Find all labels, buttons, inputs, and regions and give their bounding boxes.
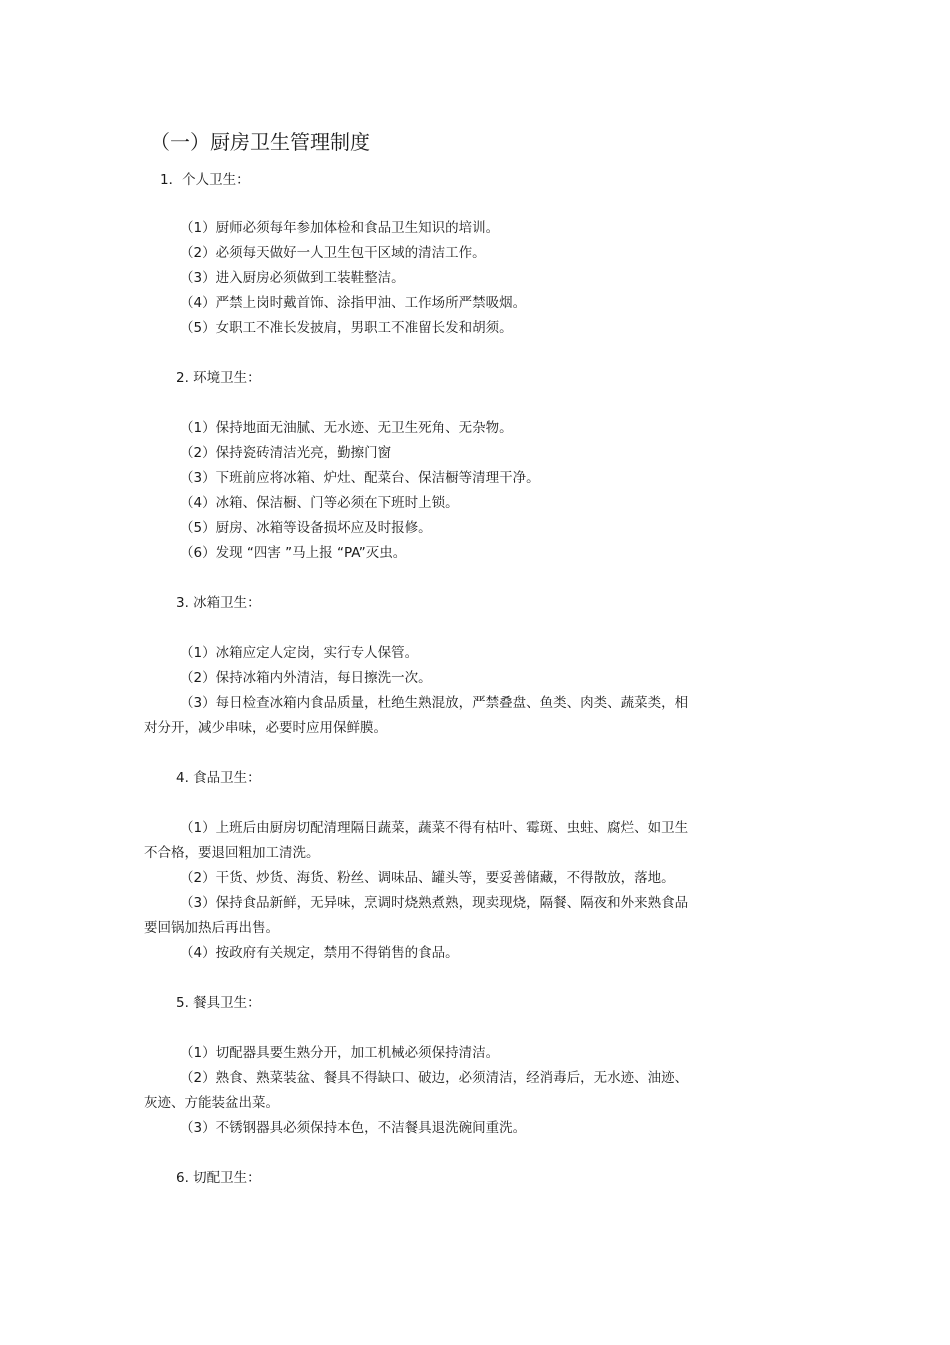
- list-item: （2）必须每天做好一人卫生包干区域的清洁工作。: [180, 245, 486, 261]
- section-heading: 2. 环境卫生：: [176, 370, 261, 386]
- list-item: （4）按政府有关规定，禁用不得销售的食品。: [180, 945, 459, 961]
- list-item: （5）女职工不准长发披肩，男职工不准留长发和胡须。: [180, 320, 513, 336]
- section-heading: 5. 餐具卫生：: [176, 995, 261, 1011]
- list-item: （4）严禁上岗时戴首饰、涂指甲油、工作场所严禁吸烟。: [180, 295, 527, 311]
- list-item: （5）厨房、冰箱等设备损坏应及时报修。: [180, 520, 432, 536]
- document-title: （一）厨房卫生管理制度: [150, 130, 370, 154]
- list-item-continuation: 要回锅加热后再出售。: [144, 920, 279, 936]
- list-item: （2）保持冰箱内外清洁，每日擦洗一次。: [180, 670, 432, 686]
- list-item: （1）切配器具要生熟分开，加工机械必须保持清洁。: [180, 1045, 500, 1061]
- list-item: （1）保持地面无油腻、无水迹、无卫生死角、无杂物。: [180, 420, 513, 436]
- list-item: （2）熟食、熟菜装盆、餐具不得缺口、破边，必须清洁，经消毒后，无水迹、油迹、: [180, 1070, 689, 1086]
- section-heading: 4. 食品卫生：: [176, 770, 261, 786]
- list-item: （3）保持食品新鲜，无异味，烹调时烧熟煮熟，现卖现烧，隔餐、隔夜和外来熟食品: [180, 895, 689, 911]
- list-item: （6）发现 “四害 ”马上报 “PA”灭虫。: [180, 545, 407, 561]
- section-heading: 3. 冰箱卫生：: [176, 595, 261, 611]
- section-heading: 6. 切配卫生：: [176, 1170, 261, 1186]
- list-item: （1）冰箱应定人定岗，实行专人保管。: [180, 645, 419, 661]
- list-item: （1）厨师必须每年参加体检和食品卫生知识的培训。: [180, 220, 500, 236]
- list-item-continuation: 对分开，减少串味，必要时应用保鲜膜。: [144, 720, 387, 736]
- list-item: （2）保持瓷砖清洁光亮，勤擦门窗: [180, 445, 392, 461]
- list-item: （3）不锈钢器具必须保持本色，不洁餐具退洗碗间重洗。: [180, 1120, 527, 1136]
- section-heading: 1．个人卫生：: [160, 172, 250, 188]
- list-item: （2）干货、炒货、海货、粉丝、调味品、罐头等，要妥善储藏，不得散放，落地。: [180, 870, 675, 886]
- list-item: （3）进入厨房必须做到工装鞋整洁。: [180, 270, 405, 286]
- list-item-continuation: 灰迹、方能装盆出菜。: [144, 1095, 279, 1111]
- list-item: （3）每日检查冰箱内食品质量，杜绝生熟混放，严禁叠盘、鱼类、肉类、蔬菜类，相: [180, 695, 689, 711]
- list-item: （4）冰箱、保洁橱、门等必须在下班时上锁。: [180, 495, 459, 511]
- list-item: （1）上班后由厨房切配清理隔日蔬菜，蔬菜不得有枯叶、霉斑、虫蛀、腐烂、如卫生: [180, 820, 689, 836]
- list-item-continuation: 不合格，要退回粗加工清洗。: [144, 845, 320, 861]
- list-item: （3）下班前应将冰箱、炉灶、配菜台、保洁橱等清理干净。: [180, 470, 540, 486]
